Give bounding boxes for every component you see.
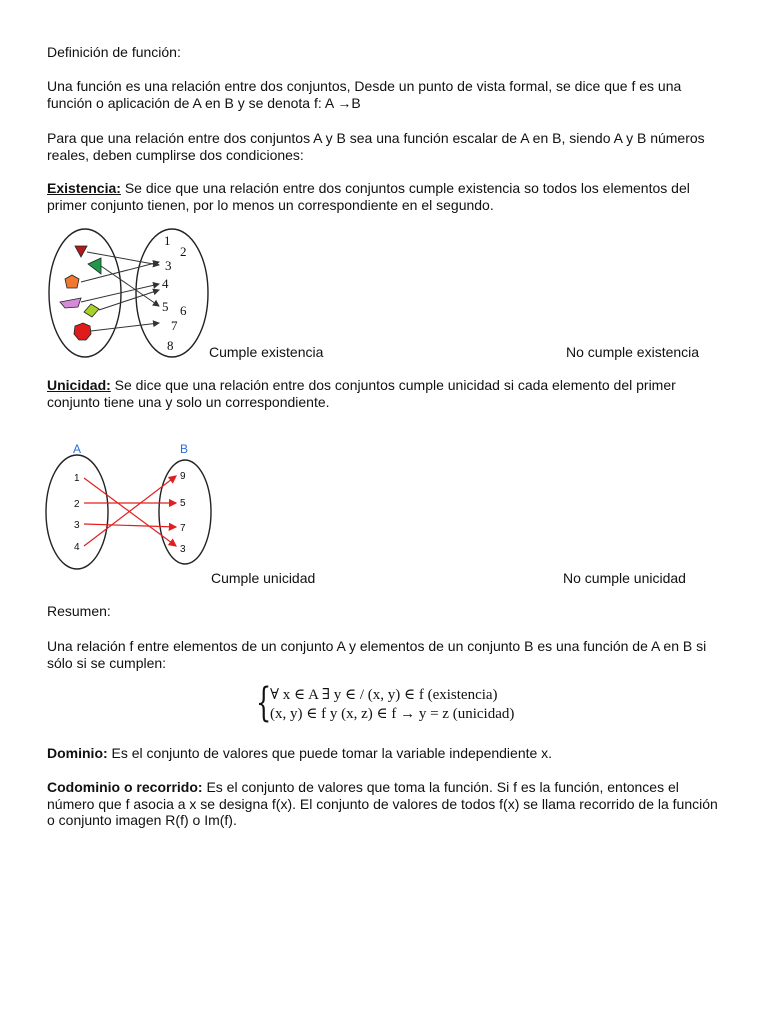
formula-line-unicidad: (x, y) ∈ f y (x, z) ∈ f → y = z (unicidad)	[270, 706, 515, 722]
set-a-element: 3	[74, 520, 80, 531]
set-b-number: 1	[164, 233, 171, 248]
codominio-text: Es el conjunto de valores que toma la función. Si f es la función, entonces el número que f asocia a x se designa f(x). El conjunto de valores de todos f(x) se llama recorrido de la función o conjunto imagen R(f) o Im(f).	[47, 779, 718, 828]
set-b-number: 5	[162, 299, 169, 314]
heptagon-shape	[74, 323, 91, 340]
mapping-arrow	[84, 524, 176, 527]
dominio-term: Dominio:	[47, 745, 108, 761]
diamond-shape	[84, 304, 99, 317]
trapezoid-shape	[60, 298, 81, 308]
unicidad-paragraph	[47, 377, 727, 410]
set-b-element: 7	[180, 523, 186, 534]
existencia-term: Existencia:	[47, 180, 121, 196]
set-b-label: B	[180, 442, 189, 456]
existencia-diagram	[45, 226, 215, 360]
set-b-number: 2	[180, 244, 187, 259]
set-b-element: 3	[180, 544, 186, 555]
caption-cumple-existencia: Cumple existencia	[209, 344, 324, 360]
set-b-number: 4	[162, 276, 169, 291]
resumen-paragraph: Una relación f entre elementos de un conjunto A y elementos de un conjunto B es una función de A en B si sólo si se cumplen:	[47, 638, 707, 671]
dominio-paragraph	[47, 745, 727, 762]
mapping-arrow	[91, 323, 159, 331]
unicidad-diagram	[44, 440, 216, 570]
pentagon-shape	[65, 275, 79, 288]
existencia-text: Se dice que una relación entre dos conjuntos cumple existencia so todos los elementos del primer conjunto tienen, por lo menos un correspondiente en el segundo.	[47, 180, 690, 213]
resumen-title: Resumen:	[47, 603, 111, 619]
triangle-left-shape	[88, 258, 101, 274]
caption-cumple-unicidad: Cumple unicidad	[211, 570, 316, 586]
codominio-term: Codominio o recorrido:	[47, 779, 203, 795]
dominio-text: Es el conjunto de valores que puede tomar la variable independiente x.	[107, 745, 553, 761]
set-b-number: 3	[165, 258, 172, 273]
existencia-paragraph	[47, 180, 727, 213]
unicidad-term: Unicidad:	[47, 377, 111, 393]
set-b-element: 9	[180, 471, 186, 482]
set-a-element: 1	[74, 473, 80, 484]
formula-brace: {	[256, 680, 272, 726]
triangle-down-shape	[75, 246, 87, 257]
set-b-element: 5	[180, 498, 186, 509]
unicidad-text: Se dice que una relación entre dos conjuntos cumple unicidad si cada elemento del primer conjunto tiene una y solo un correspondiente.	[47, 377, 676, 410]
mapping-arrow	[81, 284, 159, 302]
page-heading: Definición de función:	[47, 44, 181, 60]
codominio-paragraph	[47, 779, 727, 829]
conditions-paragraph: Para que una relación entre dos conjuntos A y B sea una función escalar de A en B, siendo A y B números reales, deben cumplirse dos condiciones:	[47, 130, 705, 163]
set-b-number: 6	[180, 303, 187, 318]
set-a-element: 2	[74, 499, 80, 510]
caption-no-cumple-unicidad: No cumple unicidad	[563, 570, 686, 586]
formula-line-existencia: ∀ x ∈ A ∃ y ∈ / (x, y) ∈ f (existencia)	[270, 687, 498, 703]
set-a-element: 4	[74, 542, 80, 553]
caption-no-cumple-existencia: No cumple existencia	[566, 344, 700, 360]
set-a-label: A	[73, 442, 82, 456]
intro-paragraph: Una función es una relación entre dos conjuntos, Desde un punto de vista formal, se dice que f es una función o aplicación de A en B y se denota f: A →B	[47, 78, 682, 111]
set-b-number: 7	[171, 318, 178, 333]
set-b-number: 8	[167, 338, 174, 353]
